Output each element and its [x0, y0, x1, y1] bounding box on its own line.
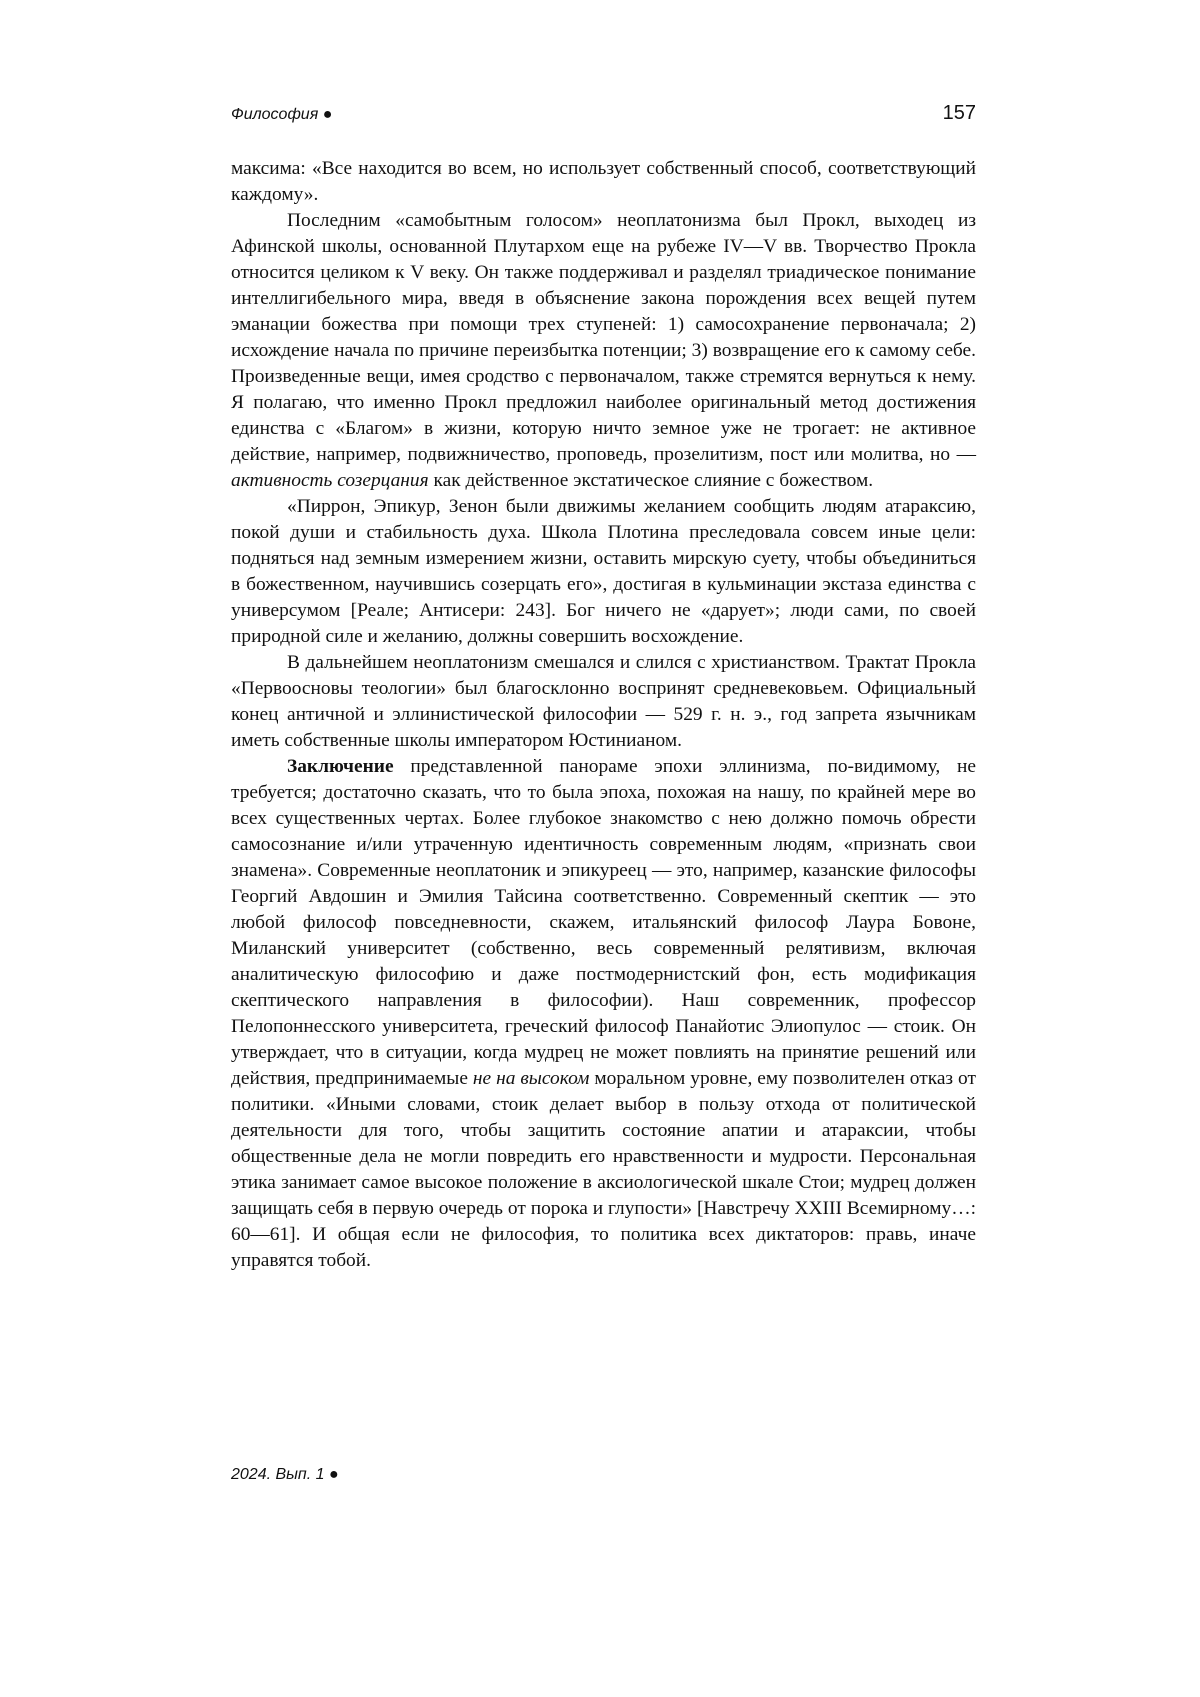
running-head [231, 100, 976, 134]
page [231, 100, 976, 1274]
paragraph-quote-plotinus [231, 494, 976, 650]
paragraph-proclus [231, 208, 976, 494]
paragraph-text: В дальнейшем неоплатонизм смешался и слился с христианством. Трактат Прокла «Первоосновы теологии» был благосклонно воспринят средневековьем. Официальный конец античной и эллинистической философии — 529 г. н. э., год запрета язычникам иметь собственные школы императором Юстинианом. [231, 652, 976, 751]
paragraph-text: Последним «самобытным голосом» неоплатонизма был Прокл, выходец из Афинской школы, основанной Плутархом еще на рубеже IV—V вв. Творчество Прокла относится целиком к V веку. Он также поддерживал и разделял триадическое понимание интеллигибельного мира, введя в объяснение закона порождения всех вещей путем эманации божества при помощи трех ступеней: 1) самосохранение первоначала; 2) исхождение начала по причине переизбытка потенции; 3) возвращение его к самому себе. Произведенные вещи, имея сродство с первоначалом, также стремятся вернуться к нему. Я полагаю, что именно Прокл предложил наиболее оригинальный метод достижения единства с «Благом» в жизни, которую ничто земное уже не трогает: не активное действие, например, подвижничество, проповедь, прозелитизм, пост или молитва, но — [231, 210, 976, 465]
paragraph-continuation [231, 156, 976, 208]
paragraph-text: представленной панораме эпохи эллинизма, по-видимому, не требуется; достаточно сказать, что то была эпоха, похожая на нашу, по крайней мере во всех существенных чертах. Более глубокое знакомство с нею должно помочь обрести самосознание и/или утраченную идентичность современным людям, «признать свои знамена». Современные неоплатоник и эпикуреец — это, например, казанские философы Георгий Авдошин и Эмилия Тайсина соответственно. Современный скептик — это любой философ повседневности, скажем, итальянский философ Лаура Бовоне, Миланский университет (собственно, весь современный релятивизм, включая аналитическую философию и даже постмодернистский фон, есть модификация скептического направления в философии). Наш современник, профессор Пелопоннесского университета, греческий философ Панайотис Элиопулос — стоик. Он утверждает, что в ситуации, когда мудрец не может повлиять на принятие решений или действия, предпринимаемые [231, 756, 976, 1089]
paragraph-conclusion [231, 754, 976, 1274]
paragraph-text: как действенное экстатическое слияние с божеством. [428, 470, 874, 491]
page-number: 157 [942, 102, 976, 124]
paragraph-text: максима: «Все находится во всем, но использует собственный способ, соответствующий каждому». [231, 158, 976, 205]
conclusion-heading: Заключение [287, 756, 394, 777]
journal-title: Философия ● [231, 106, 333, 123]
running-foot-issue: 2024. Вып. 1 ● [231, 1466, 339, 1483]
paragraph-christianity [231, 650, 976, 754]
emphasis-text: не на высоком [472, 1068, 590, 1089]
paragraph-text: «Пиррон, Эпикур, Зенон были движимы желанием сообщить людям атараксию, покой души и стабильность духа. Школа Плотина преследовала совсем иные цели: подняться над земным измерением жизни, оставить мирскую суету, чтобы объединиться в божественном, научившись созерцать его», достигая в кульминации экстаза единства с универсумом [Реале; Антисери: 243]. Бог ничего не «дарует»; люди сами, по своей природной силе и желанию, должны совершить восхождение. [231, 496, 976, 647]
paragraph-text: моральном уровне, ему позволителен отказ от политики. «Иными словами, стоик делает выбор в пользу отхода от политической деятельности для того, чтобы защитить состояние апатии и атараксии, чтобы общественные дела не могли повредить его нравственности и мудрости. Персональная этика занимает самое высокое положение в аксиологической шкале Стои; мудрец должен защищать себя в первую очередь от порока и глупости» [Навстречу XXIII Всемирному…: 60—61]. И общая если не философия, то политика всех диктаторов: правь, иначе управятся тобой. [231, 1068, 976, 1271]
article-body [231, 156, 976, 1274]
emphasis-text: активность созерцания [231, 470, 429, 491]
